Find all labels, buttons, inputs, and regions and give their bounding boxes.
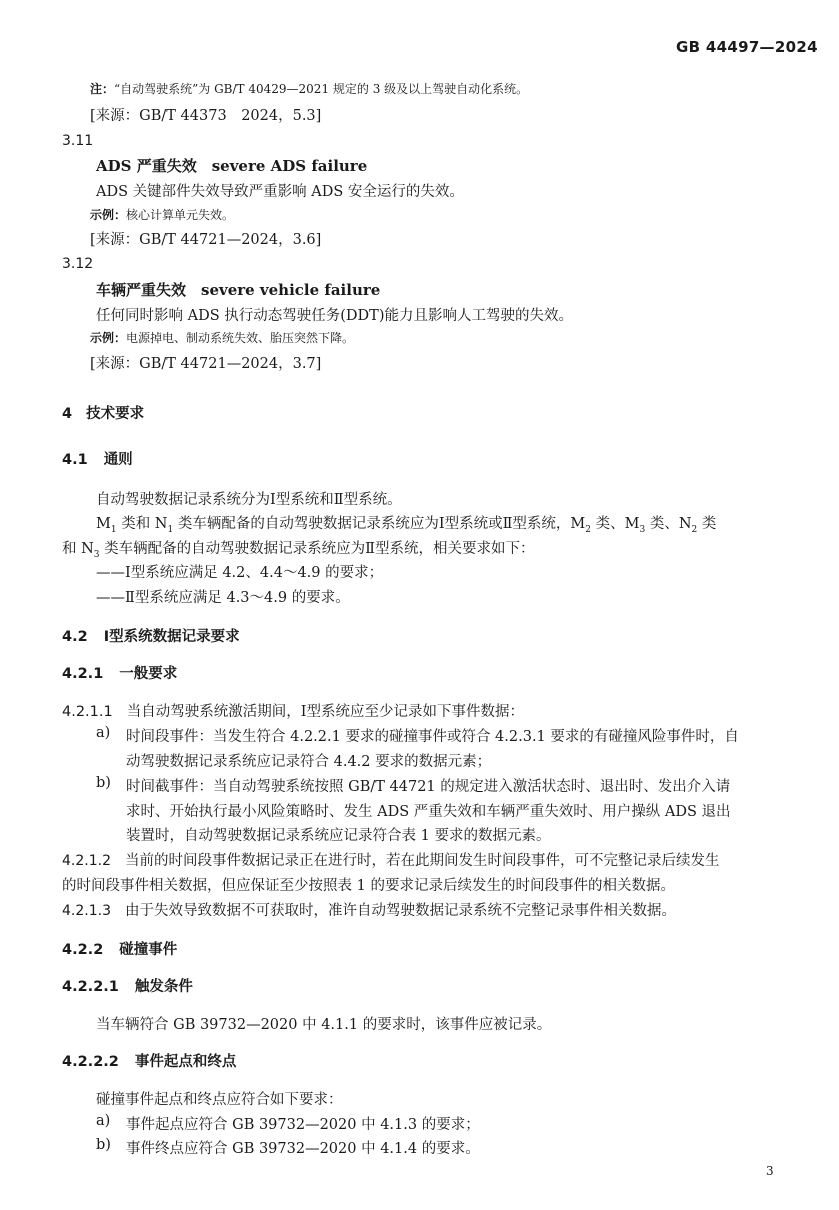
note bbox=[90, 80, 528, 97]
list-item-b-label: b) bbox=[96, 1137, 111, 1153]
subscript: 3 bbox=[93, 549, 100, 560]
section-4-1-dash1: ——Ⅰ型系统应满足 4.2、4.4～4.9 的要求； bbox=[96, 565, 384, 581]
clause-3-11-example bbox=[90, 206, 234, 223]
subscript: 1 bbox=[167, 524, 174, 535]
page-number: 3 bbox=[766, 1164, 774, 1178]
clause-3-12-definition: 任何同时影响 ADS 执行动态驾驶任务(DDT)能力且影响人工驾驶的失效。 bbox=[96, 308, 573, 324]
section-4-heading bbox=[62, 402, 144, 423]
section-number: 4.2 bbox=[62, 629, 88, 645]
section-4-2-1-heading bbox=[62, 662, 177, 683]
clause-4-2-1-2-line1 bbox=[62, 849, 719, 870]
subscript: 2 bbox=[585, 524, 592, 535]
section-4-1-p2-line2 bbox=[62, 537, 535, 560]
clause-text: 当前的时间段事件数据记录正在进行时，若在此期间发生时间段事件，可不完整记录后续发生 bbox=[124, 853, 720, 869]
clause-text: 当自动驾驶系统激活期间，Ⅰ型系统应至少记录如下事件数据： bbox=[126, 704, 524, 720]
section-number: 4.2.2.2 bbox=[62, 1054, 119, 1070]
section-number: 4 bbox=[62, 406, 73, 422]
clause-3-12-example bbox=[90, 329, 354, 346]
section-title: Ⅰ型系统数据记录要求 bbox=[103, 629, 240, 645]
section-4-1-p1: 自动驾驶数据记录系统分为Ⅰ型系统和Ⅱ型系统。 bbox=[96, 492, 402, 508]
standard-code: GB 44497—2024 bbox=[676, 38, 818, 56]
clause-text: 由于失效导致数据不可获取时，准许自动驾驶数据记录系统不完整记录事件相关数据。 bbox=[124, 903, 676, 919]
clause-number: 4.2.1.1 bbox=[62, 704, 113, 720]
section-number: 4.2.2.1 bbox=[62, 979, 119, 995]
clause-3-11-number: 3.11 bbox=[62, 133, 94, 149]
text-run: 类、M bbox=[591, 516, 640, 532]
list-item-a-label: a) bbox=[96, 1113, 111, 1129]
example-label: 示例： bbox=[90, 331, 127, 345]
list-item-a-line1: 时间段事件：当发生符合 4.2.2.1 要求的碰撞事件或符合 4.2.3.1 要求的有碰撞风险事件时，自 bbox=[126, 729, 739, 745]
list-item-a-line2: 动驾驶数据记录系统应记录符合 4.4.2 要求的数据元素； bbox=[126, 754, 492, 770]
list-item-a-text: 事件起点应符合 GB 39732—2020 中 4.1.3 的要求； bbox=[126, 1117, 480, 1133]
section-title: 通则 bbox=[103, 452, 133, 468]
section-4-2-2-heading bbox=[62, 938, 177, 959]
list-item-b-text: 事件终点应符合 GB 39732—2020 中 4.1.4 的要求。 bbox=[126, 1141, 480, 1157]
section-title: 一般要求 bbox=[119, 666, 178, 682]
section-4-2-2-2-heading bbox=[62, 1050, 236, 1071]
clause-number: 4.2.1.2 bbox=[62, 853, 111, 869]
subscript: 2 bbox=[691, 524, 698, 535]
text-run: M bbox=[96, 516, 111, 532]
text-run: 类、N bbox=[645, 516, 692, 532]
section-4-1-dash2: ——Ⅱ型系统应满足 4.3～4.9 的要求。 bbox=[96, 590, 350, 606]
clause-4-2-1-3 bbox=[62, 899, 676, 920]
section-number: 4.2.2 bbox=[62, 942, 104, 958]
clause-3-11-definition: ADS 关键部件失效导致严重影响 ADS 安全运行的失效。 bbox=[96, 184, 464, 200]
example-text: 核心计算单元失效。 bbox=[126, 208, 235, 222]
example-text: 电源掉电、制动系统失效、胎压突然下降。 bbox=[126, 331, 355, 345]
clause-number: 4.2.1.3 bbox=[62, 903, 111, 919]
clause-3-12-term: 车辆严重失效 severe vehicle failure bbox=[96, 281, 381, 299]
clause-3-12-source: [来源：GB/T 44721—2024，3.7] bbox=[90, 356, 322, 372]
section-4-2-2-1-heading bbox=[62, 975, 193, 996]
section-4-1-p2-line1 bbox=[96, 512, 716, 535]
text-run: 类 bbox=[697, 516, 717, 532]
list-item-b-line1: 时间截事件：当自动驾驶系统按照 GB/T 44721 的规定进入激活状态时、退出时、发出介入请 bbox=[126, 779, 731, 795]
section-4-1-heading bbox=[62, 448, 133, 469]
section-title: 事件起点和终点 bbox=[134, 1054, 237, 1070]
text-run: 和 N bbox=[62, 541, 94, 557]
subscript: 1 bbox=[110, 524, 117, 535]
text-run: 类车辆配备的自动驾驶数据记录系统应为Ⅱ型系统，相关要求如下： bbox=[99, 541, 535, 557]
list-item-b-line2: 求时、开始执行最小风险策略时、发生 ADS 严重失效和车辆严重失效时、用户操纵 ADS 退出 bbox=[126, 804, 731, 820]
section-title: 技术要求 bbox=[86, 406, 145, 422]
section-title: 触发条件 bbox=[134, 979, 193, 995]
section-4-2-2-2-text: 碰撞事件起点和终点应符合如下要求： bbox=[96, 1092, 343, 1108]
text-run: 类车辆配备的自动驾驶数据记录系统应为Ⅰ型系统或Ⅱ型系统，M bbox=[173, 516, 586, 532]
section-4-2-heading bbox=[62, 625, 240, 646]
list-item-b-label: b) bbox=[96, 775, 111, 791]
clause-3-11-source: [来源：GB/T 44721—2024，3.6] bbox=[90, 232, 322, 248]
section-4-2-2-1-text: 当车辆符合 GB 39732—2020 中 4.1.1 的要求时，该事件应被记录。 bbox=[96, 1017, 552, 1033]
clause-4-2-1-2-line2: 的时间段事件相关数据，但应保证至少按照表 1 的要求记录后续发生的时间段事件的相关数据。 bbox=[62, 878, 675, 894]
subscript: 3 bbox=[639, 524, 646, 535]
text-run: 类和 N bbox=[116, 516, 168, 532]
section-title: 碰撞事件 bbox=[119, 942, 178, 958]
section-number: 4.1 bbox=[62, 452, 88, 468]
clause-3-12-number: 3.12 bbox=[62, 256, 94, 272]
note-text: “自动驾驶系统”为 GB/T 40429—2021 规定的 3 级及以上驾驶自动化系统。 bbox=[114, 82, 529, 96]
example-label: 示例： bbox=[90, 208, 127, 222]
clause-4-2-1-1 bbox=[62, 700, 524, 721]
list-item-b-line3: 装置时，自动驾驶数据记录系统应记录符合表 1 要求的数据元素。 bbox=[126, 828, 551, 844]
section-number: 4.2.1 bbox=[62, 666, 104, 682]
source-5-3: [来源：GB/T 44373 2024，5.3] bbox=[90, 108, 322, 124]
list-item-a-label: a) bbox=[96, 725, 111, 741]
clause-3-11-term: ADS 严重失效 severe ADS failure bbox=[96, 157, 368, 175]
note-label: 注： bbox=[90, 82, 115, 96]
